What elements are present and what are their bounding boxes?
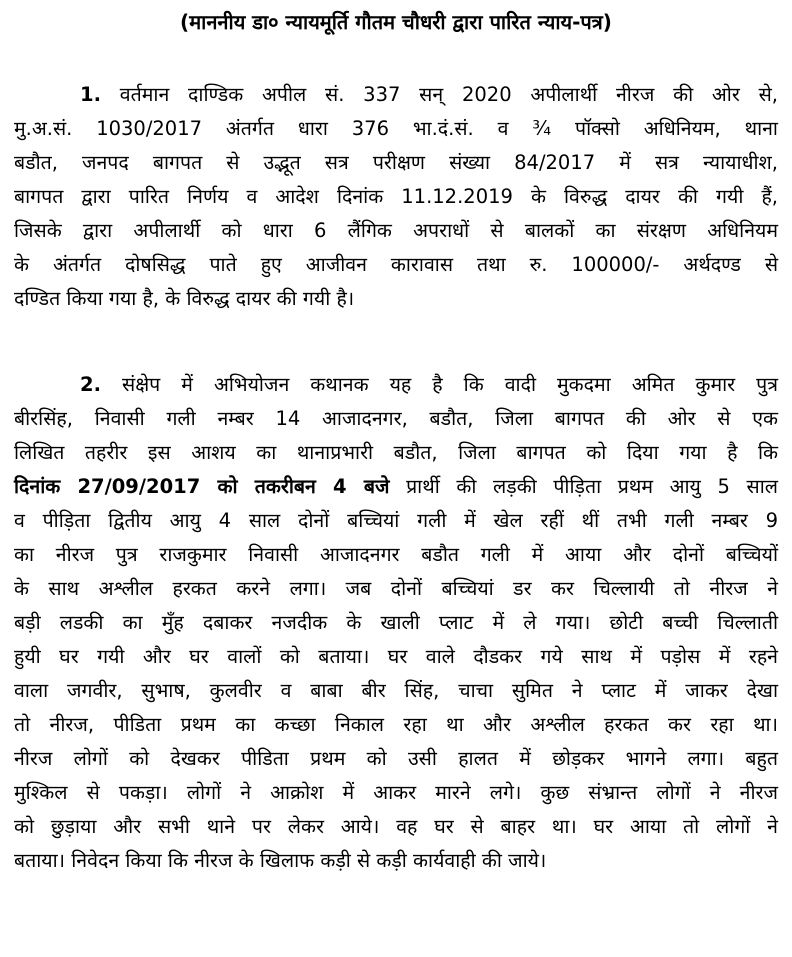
paragraph-2-line: को छुड़ाया और सभी थाने पर लेकर आये। वह घर से बाहर था। घर आया तो लोगों ने bbox=[14, 815, 778, 838]
paragraph-2-line: के साथ अश्लील हरकत करने लगा। जब दोनों बच्चियां डर कर चिल्लायी तो नीरज ने bbox=[14, 577, 778, 600]
paragraph-2-line: तो नीरज, पीडिता प्रथम का कच्छा निकाल रहा था और अश्लील हरकत कर रहा था। bbox=[14, 713, 778, 736]
paragraph-number: 2. bbox=[80, 373, 101, 396]
paragraph-2-line bbox=[14, 470, 778, 504]
judgment-heading: (माननीय डा० न्यायमूर्ति गौतम चौधरी द्वारा पारित न्याय-पत्र) bbox=[180, 10, 612, 34]
paragraph-text: संक्षेप में अभियोजन कथानक यह है कि वादी मुकदमा अमित कुमार पुत्र bbox=[122, 373, 779, 396]
paragraph-1-line bbox=[14, 78, 778, 112]
paragraph-1-line: बागपत द्वारा पारित निर्णय व आदेश दिनांक 11.12.2019 के विरुद्ध दायर की गयी हैं, bbox=[14, 185, 778, 208]
paragraph-1-line: के अंतर्गत दोषसिद्ध पाते हुए आजीवन कारावास तथा रु. 100000/- अर्थदण्ड से bbox=[14, 253, 778, 276]
paragraph-2-line: हुयी घर गयी और घर वालों को बताया। घर वाले दौडकर गये साथ में पड़ोस में रहने bbox=[14, 645, 778, 668]
incident-date-time: दिनांक 27/09/2017 को तकरीबन 4 बजे bbox=[14, 475, 390, 498]
paragraph-1 bbox=[14, 78, 778, 316]
paragraph-1-line: बडौत, जनपद बागपत से उद्भूत सत्र परीक्षण संख्या 84/2017 में सत्र न्यायाधीश, bbox=[14, 151, 778, 174]
paragraph-2-line: वाला जगवीर, सुभाष, कुलवीर व बाबा बीर सिंह, चाचा सुमित ने प्लाट में जाकर देखा bbox=[14, 679, 778, 702]
paragraph-2 bbox=[14, 368, 778, 878]
paragraph-2-line: बताया। निवेदन किया कि नीरज के खिलाफ कड़ी से कड़ी कार्यवाही की जाये। bbox=[14, 849, 547, 872]
paragraph-2-line: व पीड़िता द्वितीय आयु 4 साल दोनों बच्चियां गली में खेल रहीं थीं तभी गली नम्बर 9 bbox=[14, 509, 778, 532]
paragraph-text: वर्तमान दाण्डिक अपील सं. 337 सन् 2020 अपीलार्थी नीरज की ओर से, bbox=[119, 83, 779, 106]
paragraph-2-line: बीरसिंह, निवासी गली नम्बर 14 आजादनगर, बडौत, जिला बागपत की ओर से एक bbox=[14, 407, 778, 430]
paragraph-1-line: जिसके द्वारा अपीलार्थी को धारा 6 लैंगिक अपराधों से बालकों का संरक्षण अधिनियम bbox=[14, 219, 778, 242]
paragraph-2-line: लिखित तहरीर इस आशय का थानाप्रभारी बडौत, जिला बागपत को दिया गया है कि bbox=[14, 441, 778, 464]
paragraph-2-line bbox=[14, 368, 778, 402]
paragraph-2-line: का नीरज पुत्र राजकुमार निवासी आजादनगर बडौत गली में आया और दोनों बच्चियों bbox=[14, 543, 778, 566]
paragraph-2-line: बड़ी लडकी का मुँह दबाकर नजदीक के खाली प्लाट में ले गया। छोटी बच्ची चिल्लाती bbox=[14, 611, 778, 634]
paragraph-2-line: मुश्किल से पकड़ा। लोगों ने आक्रोश में आकर मारने लगे। कुछ संभ्रान्त लोगों ने नीरज bbox=[14, 781, 778, 804]
paragraph-text: प्रार्थी की लड़की पीड़िता प्रथम आयु 5 साल bbox=[389, 475, 778, 498]
paragraph-2-line: नीरज लोगों को देखकर पीडिता प्रथम को उसी हालत में छोड़कर भागने लगा। बहुत bbox=[14, 747, 778, 770]
paragraph-1-line: मु.अ.सं. 1030/2017 अंतर्गत धारा 376 भा.दं.सं. व ¾ पॉक्सो अधिनियम, थाना bbox=[14, 117, 778, 140]
paragraph-number: 1. bbox=[80, 83, 101, 106]
paragraph-1-line: दण्डित किया गया है, के विरुद्ध दायर की गयी है। bbox=[14, 287, 355, 310]
